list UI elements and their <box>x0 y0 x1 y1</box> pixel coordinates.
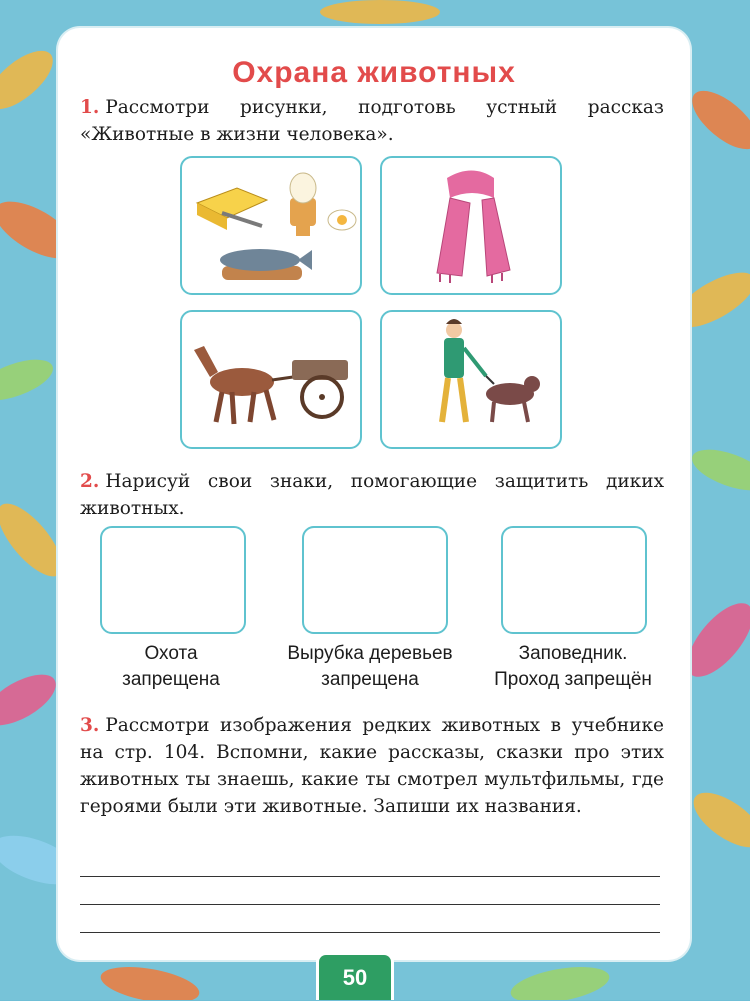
picture-horse-cart <box>180 310 362 449</box>
page-number: 50 <box>316 952 394 1000</box>
page-title: Охрана животных <box>232 56 516 89</box>
task-3 <box>80 712 664 820</box>
task-1 <box>80 94 664 148</box>
task-2-number: 2. <box>80 471 100 492</box>
scarf-icon <box>382 158 560 293</box>
task-1-text: Рассмотри рисунки, подготовь устный рассказ «Животные в жизни человека». <box>80 97 664 145</box>
sign-caption-reserve <box>468 641 678 693</box>
sign-caption-logging <box>266 641 474 693</box>
caption-line: Заповедник. <box>518 643 628 664</box>
workbook-page <box>58 28 690 960</box>
task-3-number: 3. <box>80 715 100 736</box>
caption-line: Проход запрещён <box>494 669 652 690</box>
answer-line[interactable] <box>80 932 660 933</box>
sign-caption-hunting <box>78 641 264 693</box>
answer-line[interactable] <box>80 904 660 905</box>
picture-guide-dog <box>380 310 562 449</box>
sign-box-logging[interactable] <box>302 526 448 634</box>
task-2 <box>80 468 664 522</box>
horse-cart-icon <box>182 312 360 447</box>
sign-box-reserve[interactable] <box>501 526 647 634</box>
caption-line: Охота <box>144 643 198 664</box>
caption-line: запрещена <box>321 669 419 690</box>
guide-dog-icon <box>382 312 560 447</box>
food-products-icon <box>182 158 360 293</box>
sign-box-hunting[interactable] <box>100 526 246 634</box>
caption-line: Вырубка деревьев <box>287 643 453 664</box>
task-3-text: Рассмотри изображения редких животных в учебнике на стр. 104. Вспомни, какие рассказы, сказки про этих животных ты знаешь, какие ты смотрел мультфильмы, где героями были эти животные. Запиши их названия. <box>80 715 664 817</box>
task-1-number: 1. <box>80 97 100 118</box>
picture-scarf <box>380 156 562 295</box>
caption-line: запрещена <box>122 669 220 690</box>
answer-line[interactable] <box>80 876 660 877</box>
task-2-text: Нарисуй свои знаки, помогающие защитить диких животных. <box>80 471 664 519</box>
picture-food <box>180 156 362 295</box>
